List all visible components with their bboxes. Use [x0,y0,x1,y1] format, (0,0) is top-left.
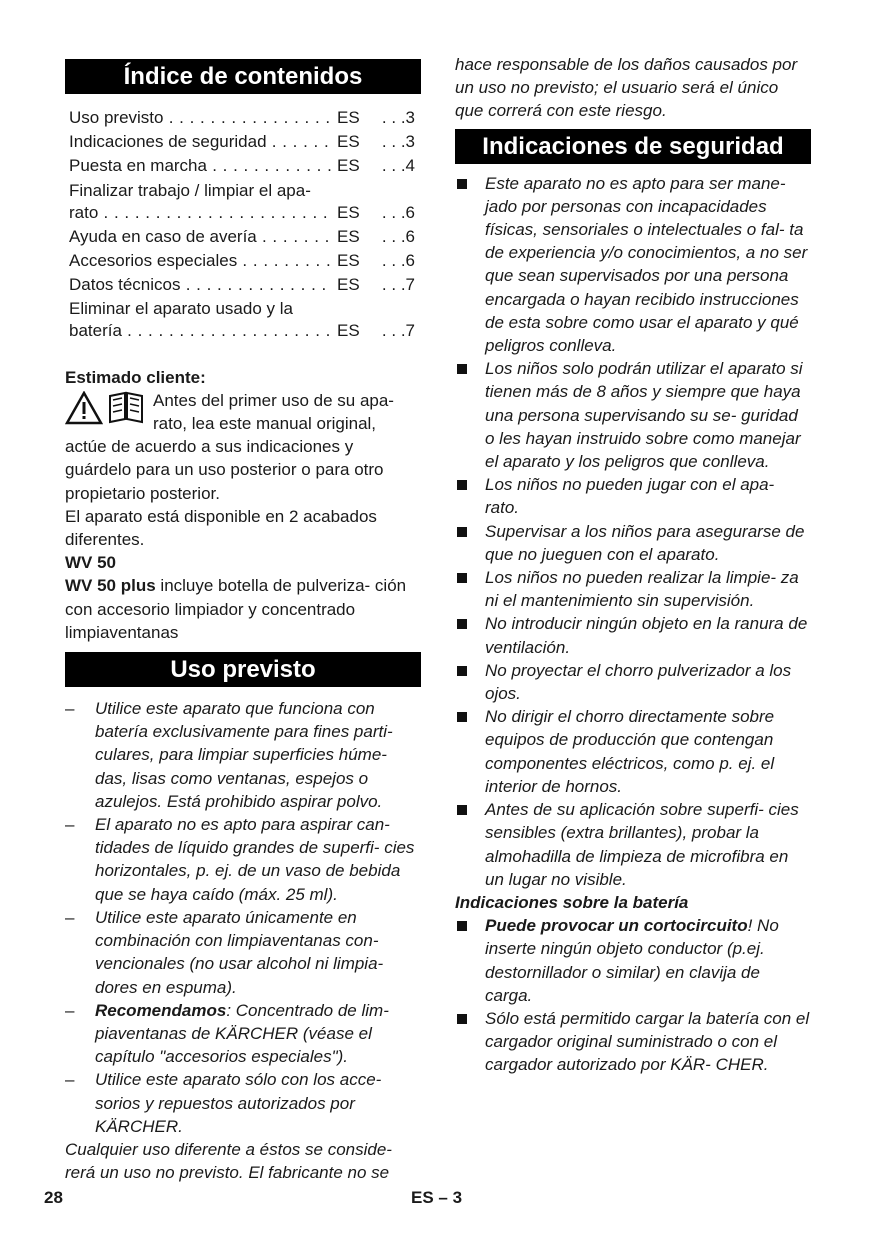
footer-page-label: ES – 3 [411,1188,463,1207]
bullet-square-icon [457,480,467,490]
intro-section [65,366,421,644]
model-wv50plus: WV 50 plus incluye botella de pulveriza- ción con accesorio limpiador y concentrado limpiaventanas [65,576,407,642]
list-item: – El aparato no es apto para aspirar can- tidades de líquido grandes de superfi- cies horizontales, p. ej. de un vaso de bebida que se haya caído (máx. 25 ml). [65,815,415,904]
toc-entry[interactable]: Ayuda en caso de avería . . . ES . . .6 [65,225,421,249]
intro-variants: El aparato está disponible en 2 acabados diferentes. [65,506,377,550]
page-number-left: 28 [44,1188,63,1207]
list-item: – Utilice este aparato únicamente en combinación con limpiaventanas con- vencionales (no usar alcohol ni limpia- dores en espuma). [65,907,384,997]
bullet-square-icon [457,573,467,583]
list-item: No proyectar el chorro pulverizador a los ojos. [455,659,811,705]
warning-icons [65,391,145,425]
intro-heading: Estimado cliente: [65,367,206,387]
list-item: Sólo está permitido cargar la batería con el cargador original suministrado o con el cargador autorizado por KÄR- CHER. [455,1007,811,1077]
continued-text: hace responsable de los daños causados por un uso no previsto; el usuario será el único que correrá con este riesgo. [455,55,798,121]
bateria-list [455,914,811,1076]
list-item: Los niños no pueden jugar con el apa- rato. [455,473,811,519]
right-column [455,0,811,1077]
toc-entry[interactable]: Datos técnicos . . . ES . . .7 [65,273,421,297]
left-column [65,0,421,1184]
list-item: – Utilice este aparato que funciona con batería exclusivamente para fines parti- culares, para limpiar superficies húme- das, lisas como ventanas, espejos o azulejos. Está prohibido aspirar polvo. [65,699,393,811]
list-item: Puede provocar un cortocircuito! No inserte ningún objeto conductor (p.ej. destornillador o similar) en clavija de carga. [455,914,811,1007]
toc-entry[interactable]: Accesorios especiales . . . ES . . .6 [65,249,421,273]
bullet-square-icon [457,921,467,931]
bullet-square-icon [457,712,467,722]
list-item: Los niños solo podrán utilizar el aparato si tienen más de 8 años y siempre que haya una persona supervisando su se- guridad o les hayan instruido sobre como manejar el aparato y los peligros que conlleva. [455,357,811,473]
list-item: – Recomendamos: Concentrado de lim- piaventanas de KÄRCHER (véase el capítulo "accesorios especiales"). [65,1000,389,1067]
list-item: Antes de su aplicación sobre superfi- cies sensibles (extra brillantes), probar la almohadilla de limpieza de microfibra en un lugar no visible. [455,798,811,891]
list-item: – Utilice este aparato sólo con los acce- sorios y repuestos autorizados por KÄRCHER. [65,1070,382,1136]
uso-closing: Cualquier uso diferente a éstos se conside- rerá un uso no previsto. El fabricante no se [65,1139,392,1183]
bullet-square-icon [457,666,467,676]
list-item: Supervisar a los niños para asegurarse de que no jueguen con el aparato. [455,520,811,566]
seguridad-title: Indicaciones de seguridad [455,129,811,164]
bullet-square-icon [457,179,467,189]
toc-entry[interactable]: Finalizar trabajo / limpiar el apa- rato . . . ES . . .6 [65,181,421,225]
warning-block [65,389,421,435]
bullet-square-icon [457,364,467,374]
warning-text: Antes del primer uso de su apa- rato, lea este manual original, [153,390,394,434]
bullet-square-icon [457,1014,467,1024]
uso-previsto-list [65,697,421,1138]
toc-entry[interactable]: Uso previsto . . . ES . . .3 [65,106,421,130]
manual-book-icon [107,391,145,425]
model-wv50: WV 50 [65,553,117,573]
warning-triangle-icon [65,391,103,425]
toc-entry[interactable]: Puesta en marcha . . . ES . . .4 [65,154,421,178]
list-item: No dirigir el chorro directamente sobre equipos de producción que contengan componentes eléctricos, como p. ej. el interior de hornos. [455,705,811,798]
bullet-square-icon [457,527,467,537]
list-item: No introducir ningún objeto en la ranura de ventilación. [455,612,811,658]
bullet-square-icon [457,619,467,629]
toc-entry[interactable]: Indicaciones de seguridad . . . ES . . .3 [65,130,421,154]
bullet-square-icon [457,805,467,815]
intro-paragraph: actúe de acuerdo a sus indicaciones y guárdelo para un uso posterior o para otro propietario posterior. [65,437,384,503]
uso-previsto-title: Uso previsto [65,652,421,687]
bateria-heading: Indicaciones sobre la batería [455,892,689,912]
toc-title: Índice de contenidos [65,59,421,94]
table-of-contents [65,106,421,344]
list-item: Este aparato no es apto para ser mane- jado por personas con incapacidades físicas, sensoriales o intelectuales o fal- ta de experiencia y/o conocimientos, a no ser que sean supervisados por una persona encargada o hayan recibido instrucciones de esta sobre como usar el aparato y qué peligros conlleva. [455,172,811,358]
seguridad-list [455,172,811,891]
list-item: Los niños no pueden realizar la limpie- za ni el mantenimiento sin supervisión. [455,566,811,612]
toc-entry[interactable]: Eliminar el aparato usado y la batería . . . ES . . .7 [65,299,421,343]
